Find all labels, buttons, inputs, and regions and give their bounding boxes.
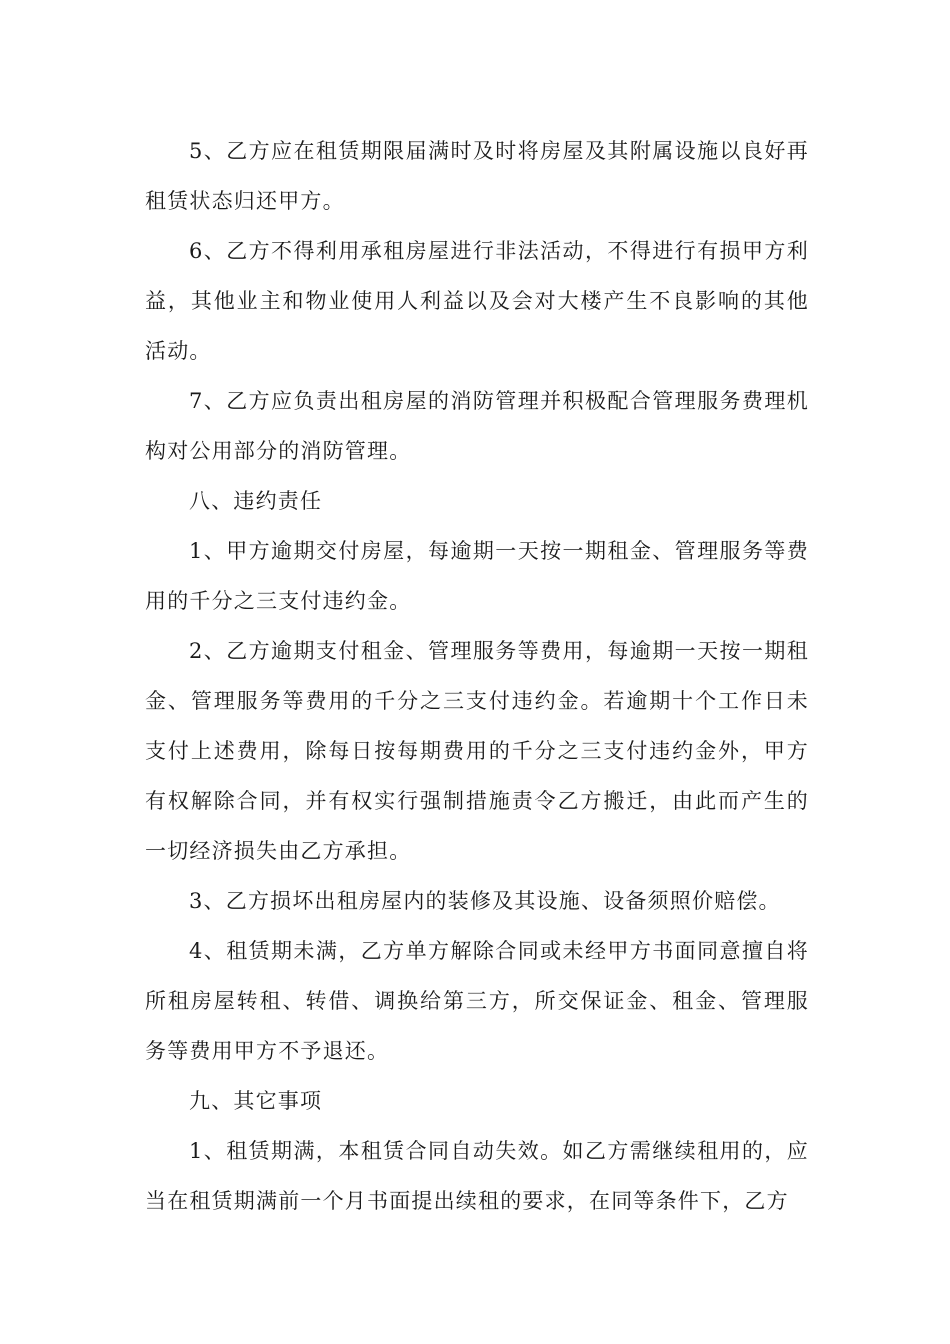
clause-9-1: 1、租赁期满，本租赁合同自动失效。如乙方需继续租用的，应当在租赁期满前一个月书面提出续租的要求，在同等条件下，乙方 xyxy=(145,1139,809,1213)
section-heading-other-matters: 九、其它事项 xyxy=(189,1089,323,1113)
section-heading-breach-liability: 八、违约责任 xyxy=(189,489,323,513)
clause-7-5: 5、乙方应在租赁期限届满时及时将房屋及其附属设施以良好再租赁状态归还甲方。 xyxy=(145,139,809,213)
clause-8-3: 3、乙方损坏出租房屋内的装修及其设施、设备须照价赔偿。 xyxy=(189,889,781,913)
clause-8-4: 4、租赁期未满，乙方单方解除合同或未经甲方书面同意擅自将所租房屋转租、转借、调换给第三方，所交保证金、租金、管理服务等费用甲方不予退还。 xyxy=(145,939,809,1063)
document-body xyxy=(145,126,809,1226)
clause-8-1: 1、甲方逾期交付房屋，每逾期一天按一期租金、管理服务等费用的千分之三支付违约金。 xyxy=(145,539,809,613)
clause-7-7: 7、乙方应负责出租房屋的消防管理并积极配合管理服务费理机构对公用部分的消防管理。 xyxy=(145,389,809,463)
clause-8-2: 2、乙方逾期支付租金、管理服务等费用，每逾期一天按一期租金、管理服务等费用的千分之三支付违约金。若逾期十个工作日未支付上述费用，除每日按每期费用的千分之三支付违约金外，甲方有权解除合同，并有权实行强制措施责令乙方搬迁，由此而产生的一切经济损失由乙方承担。 xyxy=(145,639,809,863)
clause-7-6: 6、乙方不得利用承租房屋进行非法活动，不得进行有损甲方利益，其他业主和物业使用人利益以及会对大楼产生不良影响的其他活动。 xyxy=(145,239,809,363)
